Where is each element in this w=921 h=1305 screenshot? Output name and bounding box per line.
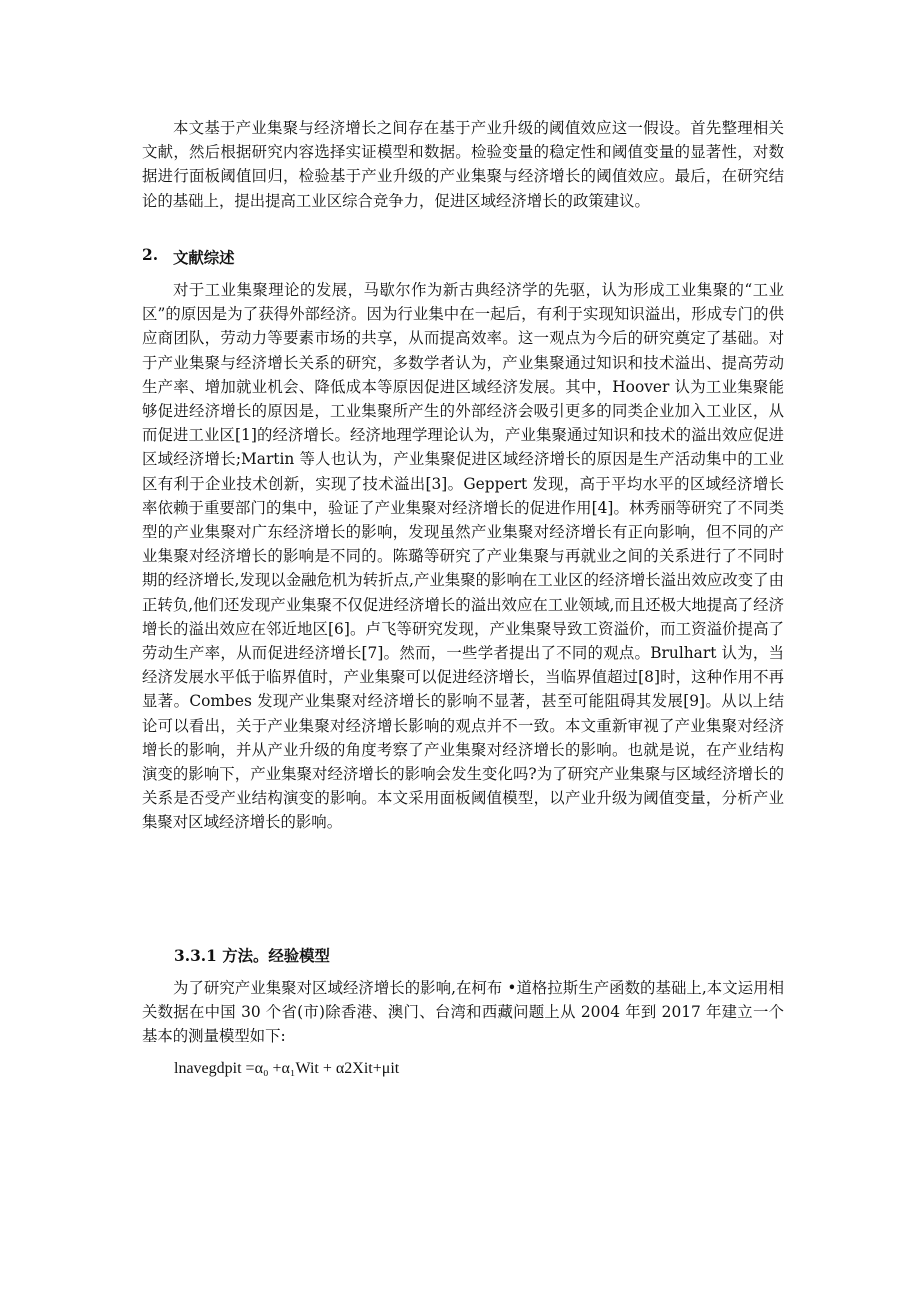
section-3-3-1-heading: 3.3.1 方法。经验模型 [174,947,330,965]
literature-review-paragraph: 对于工业集聚理论的发展，马歇尔作为新古典经济学的先驱，认为形成工业集聚的“工业区”的原因是为了获得外部经济。因为行业集中在一起后，有利于实现知识溢出，形成专门的供应商团队，劳动力等要素市场的共享，从而提高效率。这一观点为今后的研究奠定了基础。对于产业集聚与经济增长关系的研究，多数学者认为，产业集聚通过知识和技术溢出、提高劳动生产率、增加就业机会、降低成本等原因促进区域经济发展。其中，Hoover 认为工业集聚能够促进经济增长的原因是，工业集聚所产生的外部经济会吸引更多的同类企业加入工业区，从而促进工业区[1]的经济增长。经济地理学理论认为，产业集聚通过知识和技术的溢出效应促进区域经济增长;Martin 等人也认为，产业集聚促进区域经济增长的原因是生产活动集中的工业区有利于企业技术创新，实现了技术溢出[3]。Geppert 发现，高于平均水平的区域经济增长率依赖于重要部门的集中，验证了产业集聚对经济增长的促进作用[4]。林秀丽等研究了不同类型的产业集聚对广东经济增长的影响，发现虽然产业集聚对经济增长有正向影响，但不同的产业集聚对经济增长的影响是不同的。陈璐等研究了产业集聚与再就业之间的关系进行了不同时期的经济增长,发现以金融危机为转折点,产业集聚的影响在工业区的经济增长溢出效应改变了由正转负,他们还发现产业集聚不仅促进经济增长的溢出效应在工业领域,而且还极大地提高了经济增长的溢出效应在邻近地区[6]。卢飞等研究发现，产业集聚导致工资溢价，而工资溢价提高了劳动生产率，从而促进经济增长[7]。然而，一些学者提出了不同的观点。Brulhart 认为，当经济发展水平低于临界值时，产业集聚可以促进经济增长，当临界值超过[8]时，这种作用不再显著。Combes 发现产业集聚对经济增长的影响不显著，甚至可能阻碍其发展[9]。从以上结论可以看出，关于产业集聚对经济增长影响的观点并不一致。本文重新审视了产业集聚对经济增长的影响，并从产业升级的角度考察了产业集聚对经济增长的影响。也就是说，在产业结构演变的影响下，产业集聚对经济增长的影响会发生变化吗?为了研究产业集聚与区域经济增长的关系是否受产业结构演变的影响。本文采用面板阈值模型，以产业升级为阈值变量，分析产业集聚对区域经济增长的影响。 [142,281,784,832]
method-paragraph: 为了研究产业集聚对区域经济增长的影响,在柯布 •道格拉斯生产函数的基础上,本文运用相关数据在中国 30 个省(市)除香港、澳门、台湾和西藏问题上从 2004 年到 2017 年建立一个基本的测量模型如下: [142,979,784,1046]
regression-formula: lnavegdpit =α₀ +α₁Wit + α2Xit+μit [174,1060,400,1077]
section-2-title: 文献综述 [173,249,235,267]
section-2-number: 2. [142,246,159,264]
intro-paragraph: 本文基于产业集聚与经济增长之间存在基于产业升级的阈值效应这一假设。首先整理相关文献，然后根据研究内容选择实证模型和数据。检验变量的稳定性和阈值变量的显著性，对数据进行面板阈值回归，检验基于产业升级的产业集聚与经济增长的阈值效应。最后，在研究结论的基础上，提出提高工业区综合竞争力，促进区域经济增长的政策建议。 [142,119,784,210]
